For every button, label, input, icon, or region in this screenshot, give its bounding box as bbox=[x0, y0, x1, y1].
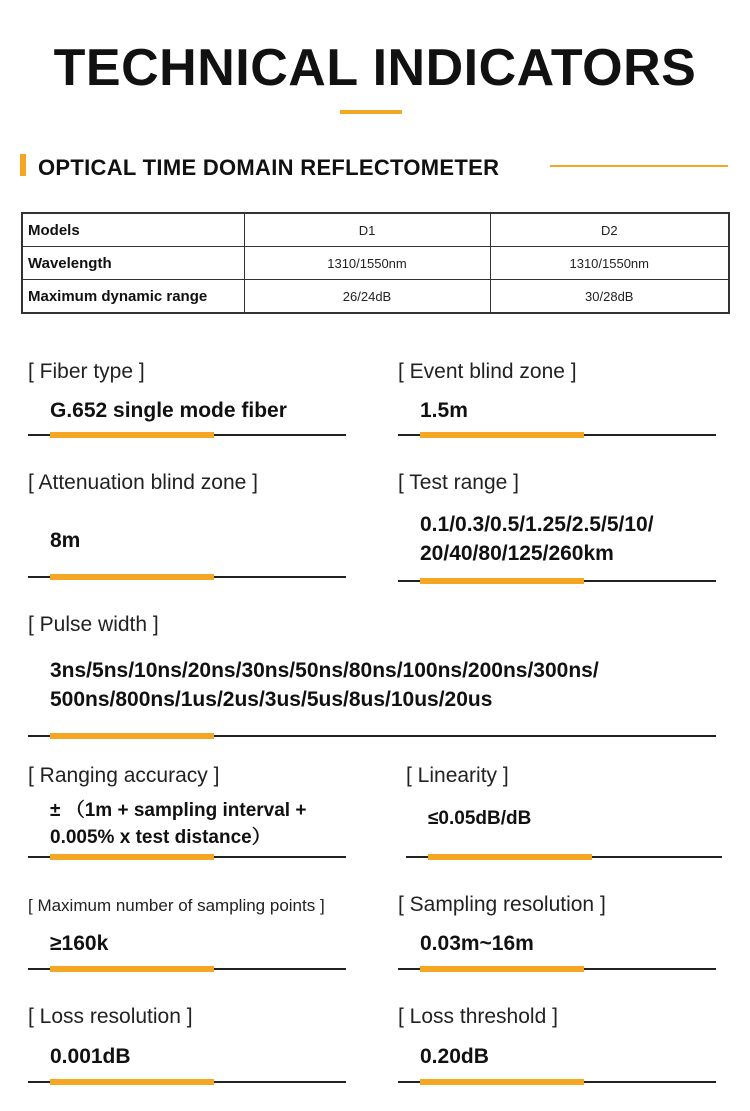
accent-bar bbox=[420, 432, 584, 438]
event-blind-zone-value: 1.5m bbox=[420, 399, 468, 422]
loss-threshold-label: [ Loss threshold ] bbox=[398, 1005, 558, 1028]
table-cell: 26/24dB bbox=[244, 280, 490, 314]
accent-bar bbox=[420, 966, 584, 972]
accent-bar bbox=[50, 854, 214, 860]
title-underline bbox=[340, 110, 402, 114]
accent-bar bbox=[50, 574, 214, 580]
table-cell: 1310/1550nm bbox=[244, 247, 490, 280]
max-sampling-points-label: [ Maximum number of sampling points ] bbox=[28, 896, 325, 915]
table-row bbox=[22, 213, 729, 247]
table-cell: Wavelength bbox=[22, 247, 244, 280]
sampling-resolution-value: 0.03m~16m bbox=[420, 932, 534, 955]
page-title: TECHNICAL INDICATORS bbox=[53, 39, 697, 97]
pulse-width-value-line2: 500ns/800ns/1us/2us/3us/5us/8us/10us/20us bbox=[50, 688, 493, 711]
attenuation-blind-zone-label: [ Attenuation blind zone ] bbox=[28, 471, 259, 494]
accent-bar bbox=[50, 966, 214, 972]
accent-bar bbox=[420, 1079, 584, 1085]
linearity-label: [ Linearity ] bbox=[406, 764, 509, 787]
section-line bbox=[550, 165, 728, 167]
section-marker bbox=[20, 154, 26, 176]
fiber-type-value: G.652 single mode fiber bbox=[50, 399, 287, 422]
linearity-value: ≤0.05dB/dB bbox=[428, 808, 532, 829]
ranging-accuracy-value-line1: ± （1m + sampling interval + bbox=[50, 800, 307, 821]
spec-table bbox=[21, 212, 730, 314]
pulse-width-value-line1: 3ns/5ns/10ns/20ns/30ns/50ns/80ns/100ns/200ns/300ns/ bbox=[50, 659, 599, 682]
loss-threshold-value: 0.20dB bbox=[420, 1045, 489, 1068]
table-cell: 1310/1550nm bbox=[490, 247, 729, 280]
test-range-label: [ Test range ] bbox=[398, 471, 520, 494]
ranging-accuracy-value-line2: 0.005% x test distance） bbox=[50, 827, 271, 848]
table-cell: D1 bbox=[244, 213, 490, 247]
accent-bar bbox=[50, 1079, 214, 1085]
accent-bar bbox=[50, 733, 214, 739]
table-cell: Maximum dynamic range bbox=[22, 280, 244, 314]
fiber-type-label: [ Fiber type ] bbox=[28, 360, 145, 383]
ranging-accuracy-label: [ Ranging accuracy ] bbox=[28, 764, 220, 787]
loss-resolution-label: [ Loss resolution ] bbox=[28, 1005, 193, 1028]
test-range-value-line2: 20/40/80/125/260km bbox=[420, 542, 614, 565]
event-blind-zone-label: [ Event blind zone ] bbox=[398, 360, 577, 383]
accent-bar bbox=[420, 578, 584, 584]
loss-resolution-value: 0.001dB bbox=[50, 1045, 131, 1068]
section-title: OPTICAL TIME DOMAIN REFLECTOMETER bbox=[38, 155, 500, 180]
attenuation-blind-zone-value: 8m bbox=[50, 529, 81, 552]
table-cell: 30/28dB bbox=[490, 280, 729, 314]
table-cell: Models bbox=[22, 213, 244, 247]
table-row bbox=[22, 280, 729, 314]
accent-bar bbox=[428, 854, 592, 860]
accent-bar bbox=[50, 432, 214, 438]
table-cell: D2 bbox=[490, 213, 729, 247]
pulse-width-label: [ Pulse width ] bbox=[28, 613, 159, 636]
test-range-value-line1: 0.1/0.3/0.5/1.25/2.5/5/10/ bbox=[420, 513, 654, 536]
sampling-resolution-label: [ Sampling resolution ] bbox=[398, 893, 606, 916]
table-row bbox=[22, 247, 729, 280]
max-sampling-points-value: ≥160k bbox=[50, 932, 109, 955]
